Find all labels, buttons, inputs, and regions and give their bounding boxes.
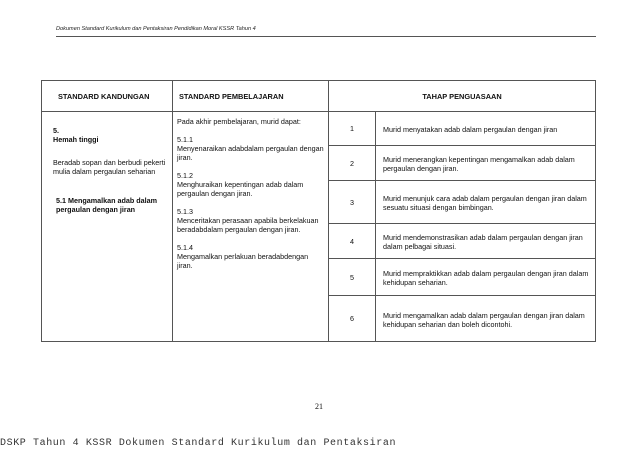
level-description: Murid mendemonstrasikan adab dalam pergaulan dengan jiran dalam pelbagai situasi. bbox=[376, 224, 596, 259]
standard-kandungan-cell bbox=[42, 112, 173, 342]
level-number: 6 bbox=[329, 296, 376, 342]
level-description: Murid menerangkan kepentingan mengamalkan adab dalam pergaulan dengan jiran. bbox=[376, 146, 596, 181]
sp-item-text: Menghuraikan kepentingan adab dalam pergaulan dengan jiran. bbox=[177, 180, 304, 198]
sk-description: Beradab sopan dan berbudi pekerti mulia dalam pergaulan seharian bbox=[53, 158, 166, 176]
level-description: Murid mempraktikkan adab dalam pergaulan dengan jiran dalam kehidupan seharian. bbox=[376, 259, 596, 296]
sp-intro: Pada akhir pembelajaran, murid dapat: bbox=[177, 117, 301, 126]
level-number: 1 bbox=[329, 112, 376, 146]
level-number: 3 bbox=[329, 181, 376, 224]
header-standard-kandungan: STANDARD KANDUNGAN bbox=[42, 81, 173, 112]
level-description: Murid menunjuk cara adab dalam pergaulan dengan jiran dalam sesuatu situasi dengan bimbingan. bbox=[376, 181, 596, 224]
header-divider bbox=[56, 36, 596, 37]
level-description: Murid menyatakan adab dalam pergaulan dengan jiran bbox=[376, 112, 596, 146]
level-number: 2 bbox=[329, 146, 376, 181]
level-number: 4 bbox=[329, 224, 376, 259]
sp-item-text: Menyenaraikan adabdalam pergaulan dengan jiran. bbox=[177, 144, 324, 162]
sp-item-code: 5.1.1 bbox=[177, 135, 193, 144]
sp-item bbox=[177, 207, 324, 234]
header-tahap-penguasaan: TAHAP PENGUASAAN bbox=[329, 81, 596, 112]
document-header: Dokumen Standard Kurikulum dan Pentaksiran Pendidikan Moral KSSR Tahun 4 bbox=[56, 26, 256, 32]
sp-item-text: Menceritakan perasaan apabila berkelakuan beradabdalam pergaulan dengan jiran. bbox=[177, 216, 319, 234]
sp-item bbox=[177, 135, 324, 162]
level-description: Murid mengamalkan adab dalam pergaulan dengan jiran dalam kehidupan seharian dan boleh dicontohi. bbox=[376, 296, 596, 342]
sp-item-code: 5.1.3 bbox=[177, 207, 193, 216]
sp-item-code: 5.1.4 bbox=[177, 243, 193, 252]
sp-item-text: Mengamalkan perlakuan beradabdengan jiran. bbox=[177, 252, 309, 270]
header-standard-pembelajaran: STANDARD PEMBELAJARAN bbox=[173, 81, 329, 112]
sk-sub-standard: 5.1 Mengamalkan adab dalam pergaulan dengan jiran bbox=[56, 196, 158, 214]
sk-title: Hemah tinggi bbox=[53, 135, 99, 144]
sp-item bbox=[177, 171, 324, 198]
standards-table bbox=[41, 80, 596, 342]
page-number: 21 bbox=[315, 402, 323, 411]
level-number: 5 bbox=[329, 259, 376, 296]
sk-number: 5. bbox=[53, 126, 59, 135]
standard-pembelajaran-cell bbox=[173, 112, 329, 342]
sp-item bbox=[177, 243, 324, 270]
document-footer: DSKP Tahun 4 KSSR Dokumen Standard Kurikulum dan Pentaksiran bbox=[0, 438, 397, 449]
sp-item-code: 5.1.2 bbox=[177, 171, 193, 180]
